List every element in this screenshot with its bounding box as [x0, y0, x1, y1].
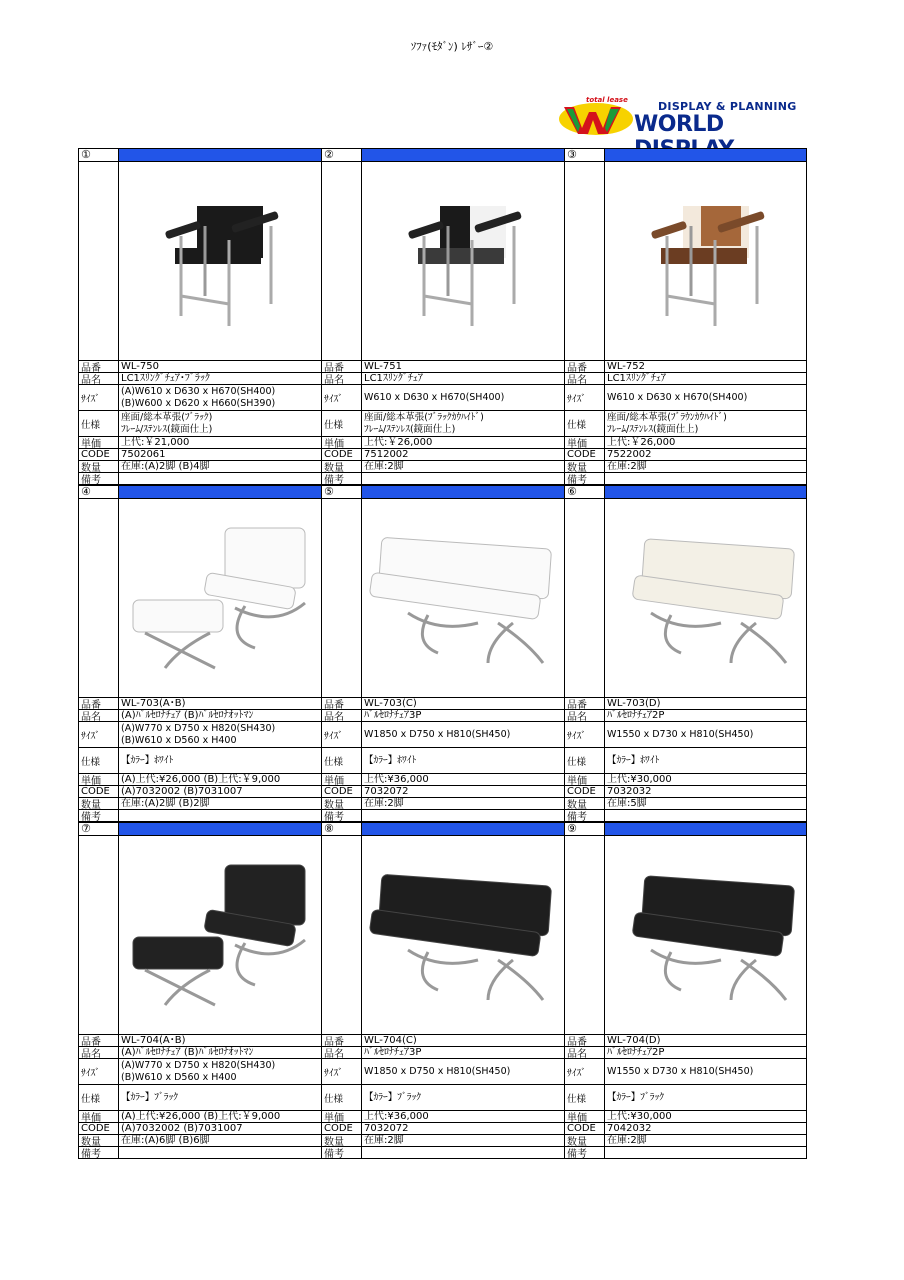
code-value: (A)7032002 (B)7031007 — [121, 786, 243, 797]
shiyou-line1: 座面/総本革張(ﾌﾞﾗｳﾝｶｳﾊｲﾄﾞ) — [607, 411, 727, 423]
label-code: CODE — [79, 786, 119, 797]
label-suryo: 数量 — [565, 1135, 605, 1146]
code-value: 7032072 — [364, 1123, 409, 1134]
label-shiyou: 仕様 — [322, 1085, 362, 1110]
code-value: 7032032 — [607, 786, 652, 797]
size-line1: (A)W770 x D750 x H820(SH430) — [121, 1059, 276, 1071]
row-shiyou — [79, 748, 321, 774]
tanka-value: 上代:¥36,000 — [364, 774, 429, 785]
row-code — [322, 786, 564, 798]
label-suryo: 数量 — [79, 798, 119, 809]
header-bar — [362, 823, 564, 835]
label-tanka: 単価 — [322, 774, 362, 785]
label-hinban: 品番 — [565, 698, 605, 709]
label-code: CODE — [565, 1123, 605, 1134]
biko-value — [605, 1147, 806, 1158]
label-code: CODE — [79, 1123, 119, 1134]
row-hinmei — [565, 710, 806, 722]
row-code — [79, 1123, 321, 1135]
tanka-value: 上代:¥30,000 — [607, 774, 672, 785]
label-hinban: 品番 — [79, 1035, 119, 1046]
label-tanka: 単価 — [565, 774, 605, 785]
white-barcelona-chair-ottoman-icon — [119, 499, 321, 697]
shiyou-line2: ﾌﾚｰﾑ/ｽﾃﾝﾚｽ(鏡面仕上) — [607, 423, 699, 435]
suryo-value: 在庫:2脚 — [607, 1135, 647, 1146]
label-code: CODE — [322, 786, 362, 797]
label-hinban: 品番 — [79, 361, 119, 372]
row-hinban — [322, 361, 564, 373]
row-hinban — [565, 361, 806, 373]
row-size — [322, 722, 564, 748]
row-biko — [322, 1147, 564, 1159]
product-photo-row — [565, 162, 806, 361]
product-number: ⑦ — [79, 823, 119, 835]
cowhide-sling-chair-icon — [362, 162, 564, 360]
code-value: 7522002 — [607, 449, 652, 460]
document-title: ｿﾌｧ(ﾓﾀﾞﾝ) ﾚｻﾞｰ② — [410, 40, 494, 53]
hinmei-value: LC1ｽﾘﾝｸﾞﾁｪｱ･ﾌﾞﾗｯｸ — [121, 373, 210, 384]
row-tanka — [565, 774, 806, 786]
product-number: ③ — [565, 149, 605, 161]
label-biko: 備考 — [79, 1147, 119, 1158]
label-hinban: 品番 — [322, 361, 362, 372]
tanka-value: 上代:￥21,000 — [121, 437, 190, 448]
row-biko — [565, 810, 806, 822]
header-bar — [605, 823, 806, 835]
product-header — [565, 148, 806, 162]
label-hinmei: 品名 — [79, 710, 119, 721]
logo-main-text: WORLD — [634, 112, 724, 137]
hinmei-value: ﾊﾞﾙｾﾛﾅﾁｪｱ3P — [364, 710, 422, 721]
shiyou-line1: 座面/総本革張(ﾌﾞﾗｯｸｶｳﾊｲﾄﾞ) — [364, 411, 484, 423]
row-tanka — [79, 774, 321, 786]
row-hinmei — [565, 373, 806, 385]
size-line2: (B)W610 x D560 x H400 — [121, 1071, 237, 1083]
white-barcelona-2p-sofa-icon — [605, 499, 806, 697]
product-header — [565, 822, 806, 836]
row-suryo — [79, 461, 321, 473]
product-number: ⑧ — [322, 823, 362, 835]
shiyou-line1: 【ｶﾗｰ】ﾎﾜｲﾄ — [607, 754, 660, 766]
shiyou-line1: 【ｶﾗｰ】ﾌﾞﾗｯｸ — [121, 1091, 179, 1103]
label-shiyou: 仕様 — [79, 1085, 119, 1110]
label-shiyou: 仕様 — [79, 748, 119, 773]
row-tanka — [322, 1111, 564, 1123]
row-suryo — [565, 461, 806, 473]
row-size — [79, 385, 321, 411]
row-suryo — [322, 1135, 564, 1147]
product-row — [78, 148, 808, 485]
hinban-value: WL-704(C) — [364, 1035, 417, 1046]
label-hinban: 品番 — [322, 698, 362, 709]
label-hinmei: 品名 — [322, 710, 362, 721]
label-tanka: 単価 — [79, 1111, 119, 1122]
row-code — [565, 449, 806, 461]
product-number: ② — [322, 149, 362, 161]
row-shiyou — [565, 748, 806, 774]
product-number: ⑤ — [322, 486, 362, 498]
product-photo-row — [565, 499, 806, 698]
product-photo-row — [322, 499, 564, 698]
product-header — [565, 485, 806, 499]
label-biko: 備考 — [322, 810, 362, 821]
label-biko: 備考 — [565, 1147, 605, 1158]
label-biko: 備考 — [79, 473, 119, 484]
hinmei-value: ﾊﾞﾙｾﾛﾅﾁｪｱ2P — [607, 710, 665, 721]
hinban-value: WL-703(D) — [607, 698, 661, 709]
label-shiyou: 仕様 — [565, 748, 605, 773]
label-biko: 備考 — [565, 473, 605, 484]
row-shiyou — [79, 1085, 321, 1111]
label-size: ｻｲｽﾞ — [79, 385, 119, 410]
product-number: ① — [79, 149, 119, 161]
row-tanka — [322, 437, 564, 449]
row-size — [322, 1059, 564, 1085]
label-code: CODE — [322, 449, 362, 460]
label-shiyou: 仕様 — [565, 411, 605, 436]
row-hinmei — [565, 1047, 806, 1059]
brown-cowhide-sling-chair-icon — [605, 162, 806, 360]
row-suryo — [322, 461, 564, 473]
suryo-value: 在庫:2脚 — [364, 798, 404, 809]
label-shiyou: 仕様 — [79, 411, 119, 436]
row-biko — [79, 1147, 321, 1159]
suryo-value: 在庫:2脚 — [607, 461, 647, 472]
code-value: 7512002 — [364, 449, 409, 460]
label-biko: 備考 — [565, 810, 605, 821]
hinban-value: WL-704(A･B) — [121, 1035, 186, 1046]
label-tanka: 単価 — [79, 774, 119, 785]
header-bar — [605, 149, 806, 161]
product-photo-row — [79, 836, 321, 1035]
size-line2: (B)W610 x D560 x H400 — [121, 734, 237, 746]
biko-value — [605, 810, 806, 821]
size-line1: W1550 x D730 x H810(SH450) — [607, 1065, 754, 1077]
header-bar — [362, 486, 564, 498]
hinmei-value: (A)ﾊﾞﾙｾﾛﾅﾁｪｱ (B)ﾊﾞﾙｾﾛﾅｵｯﾄﾏﾝ — [121, 1047, 254, 1058]
row-hinmei — [322, 1047, 564, 1059]
tanka-value: 上代:￥26,000 — [364, 437, 433, 448]
label-suryo: 数量 — [322, 798, 362, 809]
row-hinmei — [79, 710, 321, 722]
row-biko — [322, 810, 564, 822]
header-bar — [119, 823, 321, 835]
row-biko — [322, 473, 564, 485]
row-tanka — [79, 437, 321, 449]
row-hinban — [565, 698, 806, 710]
label-code: CODE — [565, 786, 605, 797]
header-bar — [119, 486, 321, 498]
shiyou-line1: 【ｶﾗｰ】ﾌﾞﾗｯｸ — [607, 1091, 665, 1103]
product-card — [564, 148, 807, 485]
product-card — [78, 148, 321, 485]
product-number: ⑥ — [565, 486, 605, 498]
label-code: CODE — [565, 449, 605, 460]
row-size — [322, 385, 564, 411]
size-line1: W1850 x D750 x H810(SH450) — [364, 1065, 511, 1077]
code-value: 7502061 — [121, 449, 166, 460]
logo-subtitle: DISPLAY & PLANNING — [658, 100, 797, 113]
row-size — [79, 1059, 321, 1085]
label-suryo: 数量 — [322, 1135, 362, 1146]
biko-value — [605, 473, 806, 484]
row-shiyou — [322, 1085, 564, 1111]
tanka-value: 上代:¥30,000 — [607, 1111, 672, 1122]
hinban-value: WL-752 — [607, 361, 645, 372]
row-hinban — [79, 361, 321, 373]
row-code — [322, 1123, 564, 1135]
row-hinban — [322, 698, 564, 710]
shiyou-line2: ﾌﾚｰﾑ/ｽﾃﾝﾚｽ(鏡面仕上) — [121, 423, 213, 435]
biko-value — [119, 1147, 321, 1158]
label-hinmei: 品名 — [565, 1047, 605, 1058]
label-hinmei: 品名 — [79, 373, 119, 384]
product-card — [78, 485, 321, 822]
row-shiyou — [322, 411, 564, 437]
product-header — [79, 485, 321, 499]
row-shiyou — [565, 1085, 806, 1111]
product-card — [564, 822, 807, 1159]
hinmei-value: LC1ｽﾘﾝｸﾞﾁｪｱ — [364, 373, 423, 384]
label-suryo: 数量 — [79, 1135, 119, 1146]
row-code — [565, 1123, 806, 1135]
black-barcelona-3p-sofa-icon — [362, 836, 564, 1034]
hinmei-value: ﾊﾞﾙｾﾛﾅﾁｪｱ2P — [607, 1047, 665, 1058]
label-size: ｻｲｽﾞ — [322, 385, 362, 410]
row-hinban — [79, 1035, 321, 1047]
shiyou-line2: ﾌﾚｰﾑ/ｽﾃﾝﾚｽ(鏡面仕上) — [364, 423, 456, 435]
product-number: ⑨ — [565, 823, 605, 835]
size-line1: W1850 x D750 x H810(SH450) — [364, 728, 511, 740]
label-tanka: 単価 — [322, 1111, 362, 1122]
size-line1: W610 x D630 x H670(SH400) — [607, 391, 748, 403]
product-photo-row — [322, 836, 564, 1035]
row-hinban — [79, 698, 321, 710]
suryo-value: 在庫:2脚 — [364, 461, 404, 472]
hinmei-value: LC1ｽﾘﾝｸﾞﾁｪｱ — [607, 373, 666, 384]
biko-value — [362, 1147, 564, 1158]
label-hinmei: 品名 — [322, 1047, 362, 1058]
product-photo-row — [565, 836, 806, 1035]
black-barcelona-chair-ottoman-icon — [119, 836, 321, 1034]
code-value: 7032072 — [364, 786, 409, 797]
label-biko: 備考 — [79, 810, 119, 821]
row-tanka — [565, 437, 806, 449]
label-shiyou: 仕様 — [565, 1085, 605, 1110]
tanka-value: 上代:￥26,000 — [607, 437, 676, 448]
suryo-value: 在庫:(A)6脚 (B)6脚 — [121, 1135, 210, 1146]
hinban-value: WL-750 — [121, 361, 159, 372]
row-tanka — [565, 1111, 806, 1123]
row-hinmei — [322, 710, 564, 722]
row-biko — [79, 810, 321, 822]
row-suryo — [322, 798, 564, 810]
size-line1: W1550 x D730 x H810(SH450) — [607, 728, 754, 740]
shiyou-line1: 【ｶﾗｰ】ﾎﾜｲﾄ — [364, 754, 417, 766]
label-size: ｻｲｽﾞ — [322, 1059, 362, 1084]
product-row — [78, 822, 808, 1159]
label-hinmei: 品名 — [565, 710, 605, 721]
row-suryo — [79, 1135, 321, 1147]
label-suryo: 数量 — [79, 461, 119, 472]
suryo-value: 在庫:5脚 — [607, 798, 647, 809]
label-hinban: 品番 — [565, 1035, 605, 1046]
suryo-value: 在庫:2脚 — [364, 1135, 404, 1146]
black-barcelona-2p-sofa-icon — [605, 836, 806, 1034]
size-line1: (A)W610 x D630 x H670(SH400) — [121, 385, 276, 397]
label-suryo: 数量 — [565, 461, 605, 472]
label-tanka: 単価 — [79, 437, 119, 448]
product-header — [322, 822, 564, 836]
row-biko — [565, 473, 806, 485]
row-hinmei — [79, 373, 321, 385]
suryo-value: 在庫:(A)2脚 (B)2脚 — [121, 798, 210, 809]
row-biko — [79, 473, 321, 485]
header-bar — [119, 149, 321, 161]
row-size — [565, 385, 806, 411]
logo-small-text: total lease — [586, 96, 628, 104]
biko-value — [119, 810, 321, 821]
label-hinban: 品番 — [565, 361, 605, 372]
product-card — [564, 485, 807, 822]
size-line1: W610 x D630 x H670(SH400) — [364, 391, 505, 403]
label-size: ｻｲｽﾞ — [565, 1059, 605, 1084]
product-card — [321, 485, 564, 822]
size-line2: (B)W600 x D620 x H660(SH390) — [121, 397, 276, 409]
row-suryo — [79, 798, 321, 810]
row-tanka — [79, 1111, 321, 1123]
shiyou-line1: 座面/総本革張(ﾌﾞﾗｯｸ) — [121, 411, 213, 423]
hinmei-value: ﾊﾞﾙｾﾛﾅﾁｪｱ3P — [364, 1047, 422, 1058]
product-card — [321, 148, 564, 485]
product-photo-row — [79, 499, 321, 698]
shiyou-line1: 【ｶﾗｰ】ﾎﾜｲﾄ — [121, 754, 174, 766]
header-bar — [362, 149, 564, 161]
label-biko: 備考 — [322, 1147, 362, 1158]
row-size — [565, 722, 806, 748]
biko-value — [119, 473, 321, 484]
hinban-value: WL-703(C) — [364, 698, 417, 709]
hinban-value: WL-704(D) — [607, 1035, 661, 1046]
w-logo-icon — [558, 102, 634, 136]
label-biko: 備考 — [322, 473, 362, 484]
product-grid — [78, 148, 808, 1159]
tanka-value: 上代:¥36,000 — [364, 1111, 429, 1122]
label-code: CODE — [79, 449, 119, 460]
shiyou-line1: 【ｶﾗｰ】ﾌﾞﾗｯｸ — [364, 1091, 422, 1103]
product-photo-row — [322, 162, 564, 361]
row-suryo — [565, 1135, 806, 1147]
label-size: ｻｲｽﾞ — [79, 722, 119, 747]
row-code — [79, 786, 321, 798]
product-photo-row — [79, 162, 321, 361]
row-tanka — [322, 774, 564, 786]
label-suryo: 数量 — [565, 798, 605, 809]
label-hinmei: 品名 — [322, 373, 362, 384]
row-hinban — [322, 1035, 564, 1047]
label-size: ｻｲｽﾞ — [565, 385, 605, 410]
hinmei-value: (A)ﾊﾞﾙｾﾛﾅﾁｪｱ (B)ﾊﾞﾙｾﾛﾅｵｯﾄﾏﾝ — [121, 710, 254, 721]
code-value: (A)7032002 (B)7031007 — [121, 1123, 243, 1134]
row-hinmei — [322, 373, 564, 385]
row-size — [565, 1059, 806, 1085]
product-header — [322, 148, 564, 162]
product-card — [78, 822, 321, 1159]
white-barcelona-3p-sofa-icon — [362, 499, 564, 697]
row-size — [79, 722, 321, 748]
tanka-value: (A)上代:¥26,000 (B)上代:￥9,000 — [121, 774, 281, 785]
row-shiyou — [322, 748, 564, 774]
label-size: ｻｲｽﾞ — [322, 722, 362, 747]
row-shiyou — [565, 411, 806, 437]
label-hinmei: 品名 — [565, 373, 605, 384]
label-hinmei: 品名 — [79, 1047, 119, 1058]
label-tanka: 単価 — [565, 437, 605, 448]
product-header — [79, 148, 321, 162]
hinban-value: WL-703(A･B) — [121, 698, 186, 709]
product-number: ④ — [79, 486, 119, 498]
row-suryo — [565, 798, 806, 810]
world-display-logo — [558, 96, 798, 138]
row-code — [79, 449, 321, 461]
row-biko — [565, 1147, 806, 1159]
row-hinban — [565, 1035, 806, 1047]
biko-value — [362, 473, 564, 484]
tanka-value: (A)上代:¥26,000 (B)上代:￥9,000 — [121, 1111, 281, 1122]
label-tanka: 単価 — [565, 1111, 605, 1122]
header-bar — [605, 486, 806, 498]
hinban-value: WL-751 — [364, 361, 402, 372]
product-card — [321, 822, 564, 1159]
label-shiyou: 仕様 — [322, 411, 362, 436]
label-suryo: 数量 — [322, 461, 362, 472]
label-size: ｻｲｽﾞ — [565, 722, 605, 747]
label-hinban: 品番 — [79, 698, 119, 709]
row-code — [565, 786, 806, 798]
suryo-value: 在庫:(A)2脚 (B)4脚 — [121, 461, 210, 472]
product-header — [79, 822, 321, 836]
code-value: 7042032 — [607, 1123, 652, 1134]
row-shiyou — [79, 411, 321, 437]
biko-value — [362, 810, 564, 821]
label-code: CODE — [322, 1123, 362, 1134]
label-size: ｻｲｽﾞ — [79, 1059, 119, 1084]
row-code — [322, 449, 564, 461]
label-tanka: 単価 — [322, 437, 362, 448]
black-sling-chair-icon — [119, 162, 321, 360]
label-shiyou: 仕様 — [322, 748, 362, 773]
product-header — [322, 485, 564, 499]
label-hinban: 品番 — [322, 1035, 362, 1046]
size-line1: (A)W770 x D750 x H820(SH430) — [121, 722, 276, 734]
product-row — [78, 485, 808, 822]
row-hinmei — [79, 1047, 321, 1059]
